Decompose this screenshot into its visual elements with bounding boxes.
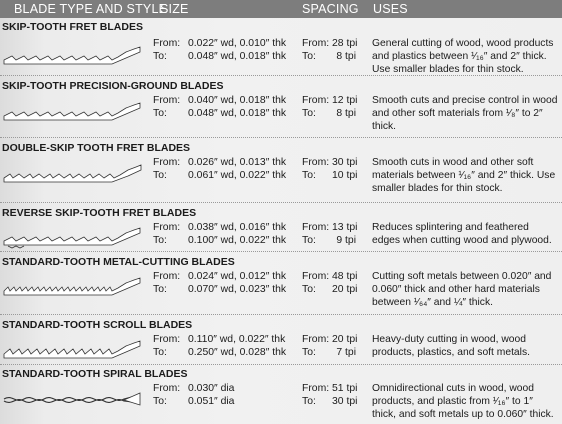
row-divider [0,364,562,366]
row-divider [0,314,562,316]
row-divider [0,75,562,77]
size-to: To: 0.070″ wd, 0.023″ thk [153,284,287,295]
row-divider [0,137,562,139]
size-to: To: 0.051″ dia [153,396,235,407]
uses-text: Reduces splintering and feathered edges when cutting wood and plywood. [372,222,552,247]
blade-type-title: STANDARD-TOOTH METAL-CUTTING BLADES [2,256,235,268]
row-divider [0,251,562,253]
header-uses: USES [373,2,408,16]
spacing-from: From: 13 tpi [302,222,358,233]
table-row [0,319,562,363]
spacing-from: From: 30 tpi [302,157,358,168]
spiral-blade-illustration [0,382,148,414]
size-from: From: 0.024″ wd, 0.012″ thk [153,271,287,282]
scroll-blade-illustration [0,332,148,364]
blade-type-title: SKIP-TOOTH PRECISION-GROUND BLADES [2,80,224,92]
spacing-to: To: 7 tpi [302,347,356,358]
double-skip-blade-illustration [0,156,148,188]
uses-text: General cutting of wood, wood products and plastics between ¹⁄₁₆″ and 2″ thick. Use smaller blades for thin stock. [372,38,554,76]
header-size: SIZE [160,2,189,16]
spacing-from: From: 51 tpi [302,383,358,394]
spacing-to: To: 30 tpi [302,396,358,407]
table-header [0,0,562,18]
metal-cutting-blade-illustration [0,269,148,301]
size-from: From: 0.030″ dia [153,383,235,394]
uses-text: Cutting soft metals between 0.020″ and 0.060″ thick and other hard materials between ¹⁄₆₄″ and ¼″ thick. [372,271,552,309]
spacing-from: From: 28 tpi [302,38,358,49]
blade-type-title: DOUBLE-SKIP TOOTH FRET BLADES [2,142,191,154]
size-from: From: 0.026″ wd, 0.013″ thk [153,157,287,168]
spacing-from: From: 48 tpi [302,271,358,282]
blade-type-title: REVERSE SKIP-TOOTH FRET BLADES [2,207,197,219]
header-spacing: SPACING [302,2,359,16]
blade-type-title: STANDARD-TOOTH SPIRAL BLADES [2,368,188,380]
size-to: To: 0.250″ wd, 0.028″ thk [153,347,287,358]
size-to: To: 0.061″ wd, 0.022″ thk [153,170,287,181]
uses-text: Smooth cuts in wood and other soft materials between ¹⁄₁₆″ and 2″ thick. Use smaller blades for thin stock. [372,157,556,195]
size-to: To: 0.100″ wd, 0.022″ thk [153,235,287,246]
size-from: From: 0.038″ wd, 0.016″ thk [153,222,287,233]
skip-tooth-blade-illustration [0,38,148,70]
blade-type-title: SKIP-TOOTH FRET BLADES [2,21,143,33]
precision-ground-blade-illustration [0,94,148,126]
spacing-to: To: 10 tpi [302,170,358,181]
table-row [0,21,562,76]
size-from: From: 0.110″ wd, 0.022″ thk [153,334,286,345]
header-blade-type: BLADE TYPE AND STYLE [14,2,168,16]
table-row [0,80,562,133]
reverse-skip-blade-illustration [0,219,148,251]
uses-text: Omnidirectional cuts in wood, wood products, and plastic from ¹⁄₁₆″ to 1″ thick, and soft metals up to 0.060″ thick. [372,383,554,421]
blade-type-title: STANDARD-TOOTH SCROLL BLADES [2,319,193,331]
spacing-from: From: 20 tpi [302,334,358,345]
spacing-to: To: 8 tpi [302,108,356,119]
size-from: From: 0.022″ wd, 0.010″ thk [153,38,287,49]
spacing-to: To: 20 tpi [302,284,358,295]
table-row [0,256,562,312]
size-to: To: 0.048″ wd, 0.018″ thk [153,108,287,119]
size-to: To: 0.048″ wd, 0.018″ thk [153,51,287,62]
row-divider [0,202,562,204]
uses-text: Heavy-duty cutting in wood, wood products, plastics, and soft metals. [372,334,530,359]
spacing-to: To: 9 tpi [302,235,356,246]
uses-text: Smooth cuts and precise control in wood and other soft materials from ¹⁄₈″ to 2″ thick. [372,95,558,133]
table-row [0,142,562,200]
spacing-from: From: 12 tpi [302,95,358,106]
table-row [0,207,562,249]
size-from: From: 0.040″ wd, 0.018″ thk [153,95,287,106]
table-row [0,368,562,424]
spacing-to: To: 8 tpi [302,51,356,62]
